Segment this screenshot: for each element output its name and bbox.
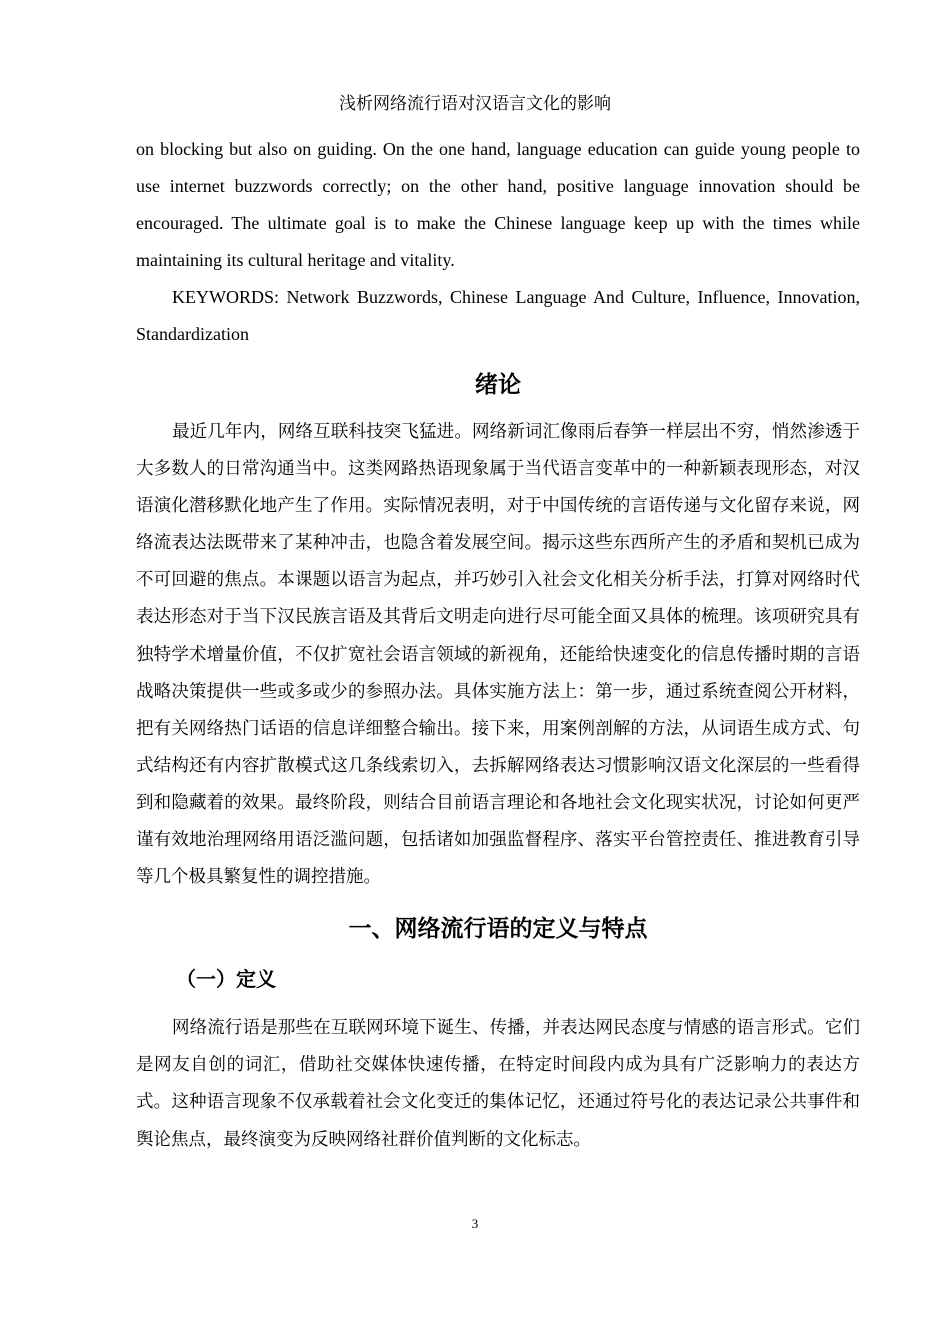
page-number: 3 <box>471 1216 479 1231</box>
running-header: 浅析网络流行语对汉语言文化的影响 <box>339 94 611 114</box>
abstract-continuation: on blocking but also on guiding. On the one hand, language education can guide young people to use internet buzzwords correctly; on the other hand, positive language innovation should be encouraged. The ultimate goal is to make the Chinese language keep up with the times while maintaining its cultural heritage and vitality. <box>136 139 860 270</box>
subsection-heading: （一）定义 <box>176 967 276 992</box>
keywords-line: KEYWORDS: Network Buzzwords, Chinese Language And Culture, Influence, Innovation, Standardization <box>136 287 860 344</box>
section-heading: 一、网络流行语的定义与特点 <box>348 916 648 943</box>
page-content <box>136 131 860 1159</box>
definition-paragraph: 网络流行语是那些在互联网环境下诞生、传播，并表达网民态度与情感的语言形式。它们是网友自创的词汇，借助社交媒体快速传播，在特定时间段内成为具有广泛影响力的表达方式。这种语言现象不仅承载着社会文化变迁的集体记忆，还通过符号化的表达记录公共事件和舆论焦点，最终演变为反映网络社群价值判断的文化标志。 <box>136 1018 860 1150</box>
introduction-heading: 绪论 <box>475 372 521 398</box>
introduction-paragraph: 最近几年内，网络互联科技突飞猛进。网络新词汇像雨后春笋一样层出不穷，悄然渗透于大多数人的日常沟通当中。这类网路热语现象属于当代语言变革中的一种新颖表现形态，对汉语演化潜移默化地产生了作用。实际情况表明，对于中国传统的言语传递与文化留存来说，网络流表达法既带来了某种冲击，也隐含着发展空间。揭示这些东西所产生的矛盾和契机已成为不可回避的焦点。本课题以语言为起点，并巧妙引入社会文化相关分析手法，打算对网络时代表达形态对于当下汉民族言语及其背后文明走向进行尽可能全面又具体的梳理。该项研究具有独特学术增量价值，不仅扩宽社会语言领域的新视角，还能给快速变化的信息传播时期的言语战略决策提供一些或多或少的参照办法。具体实施方法上：第一步，通过系统查阅公开材料，把有关网络热门话语的信息详细整合输出。接下来，用案例剖解的方法，从词语生成方式、句式结构还有内容扩散模式这几条线索切入，去拆解网络表达习惯影响汉语文化深层的一些看得到和隐藏着的效果。最终阶段，则结合目前语言理论和各地社会文化现实状况，讨论如何更严谨有效地治理网络用语泛滥问题，包括诸如加强监督程序、落实平台管控责任、推进教育引导等几个极具繁复性的调控措施。 <box>136 422 860 888</box>
